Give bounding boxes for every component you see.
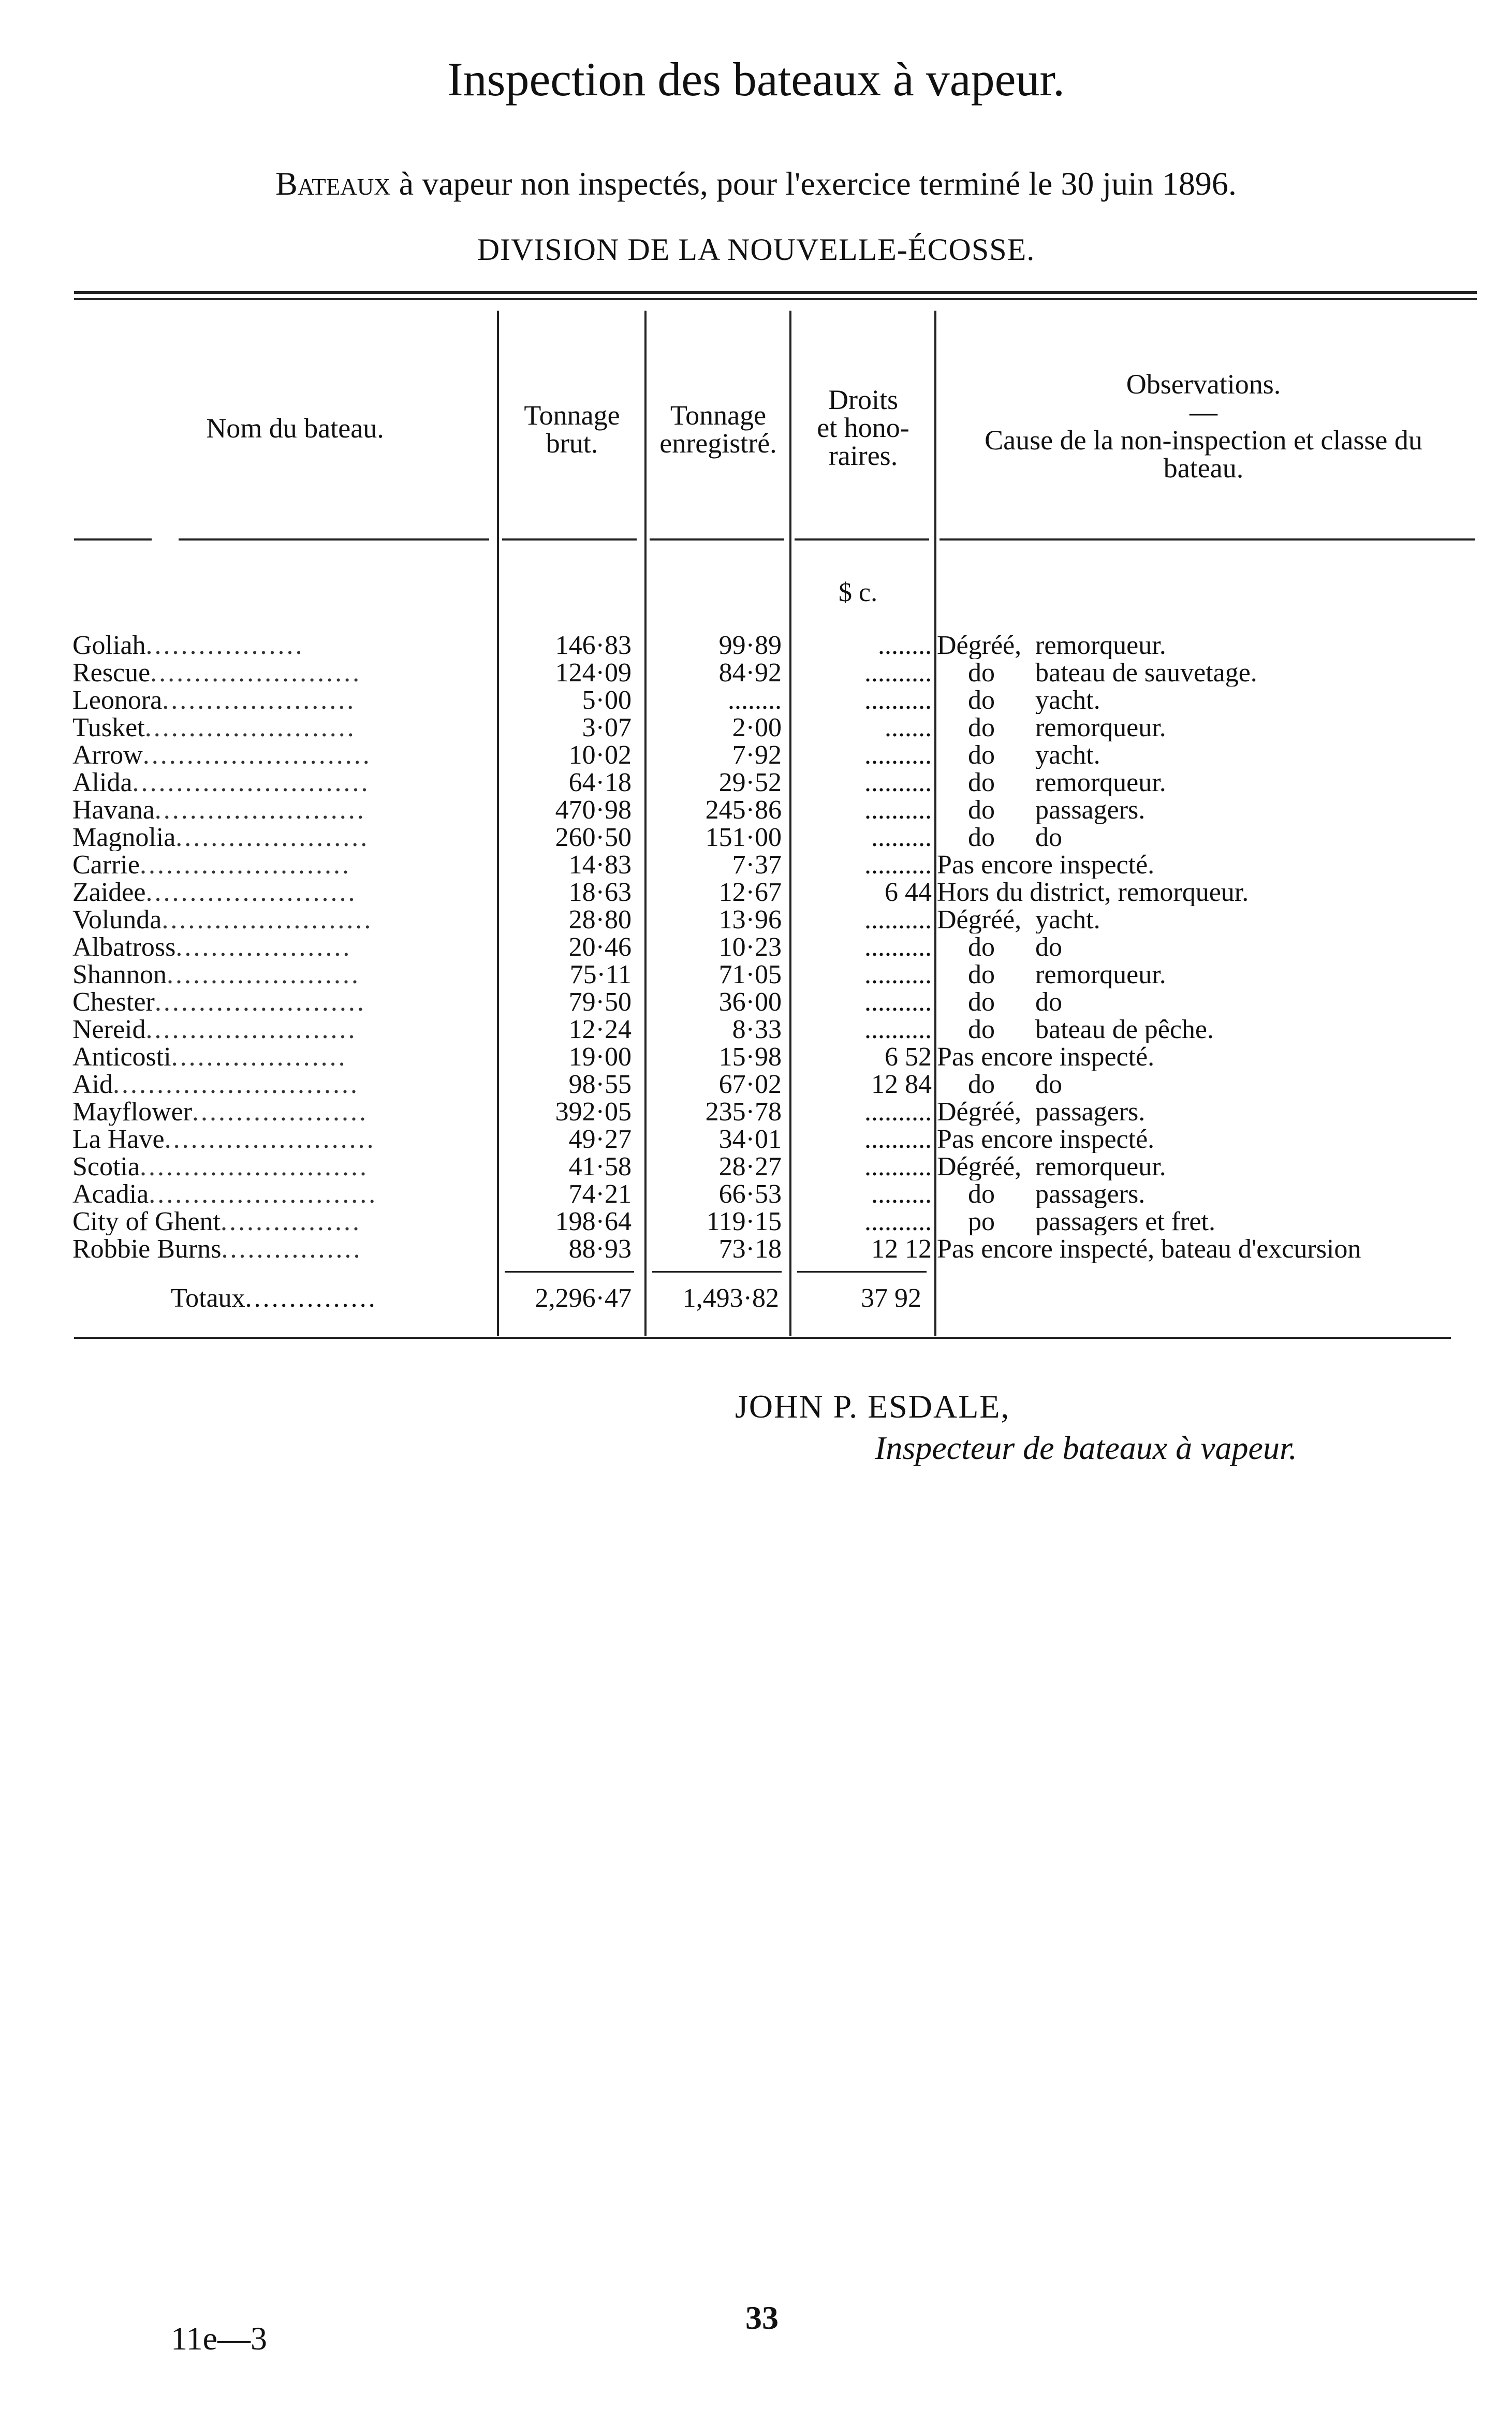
- report-subtitle: [0, 165, 1512, 203]
- vessel-name: Volunda: [72, 906, 162, 933]
- droits-honoraires: ..........: [864, 988, 932, 1016]
- observation-status: do: [968, 769, 995, 796]
- tonnage-enregistre: 151·00: [705, 824, 782, 851]
- tonnage-enregistre: 29·52: [718, 769, 782, 796]
- header-enr-line2: enregistré.: [659, 428, 777, 459]
- tonnage-enregistre: 119·15: [706, 1208, 782, 1235]
- vessel-name-cell: [72, 1071, 497, 1098]
- leader-dots: ....................: [175, 933, 352, 961]
- tonnage-brut: 79·50: [568, 988, 632, 1016]
- leader-dots: ........................: [154, 988, 366, 1016]
- leader-dots: ..........................: [149, 1180, 378, 1208]
- totals-enregistre: 1,493·82: [682, 1283, 779, 1313]
- observation-text: Pas encore inspecté.: [937, 1043, 1155, 1071]
- droits-honoraires: ..........: [864, 1153, 932, 1180]
- observation: [937, 1016, 1465, 1043]
- vessel-name-cell: [72, 824, 497, 851]
- table-row: [0, 1071, 1512, 1098]
- tonnage-enregistre: 12·67: [718, 879, 782, 906]
- leader-dots: ............................: [113, 1071, 359, 1098]
- observation-status: do: [968, 1071, 995, 1098]
- subtitle-rest: à vapeur non inspectés, pour l'exercice terminé le 30 juin 1896.: [390, 165, 1237, 202]
- tonnage-enregistre: 28·27: [718, 1153, 782, 1180]
- header-obs-line4: bateau.: [1163, 453, 1244, 484]
- signatory-name: JOHN P. ESDALE,: [735, 1388, 1010, 1425]
- leader-dots: ........................: [145, 879, 357, 906]
- observation: [937, 1153, 1465, 1180]
- observation: [937, 988, 1465, 1016]
- leader-dots: ....................: [171, 1043, 347, 1071]
- tonnage-enregistre: 8·33: [732, 1016, 782, 1043]
- observation-class: do: [1035, 988, 1062, 1016]
- observation: [937, 1071, 1465, 1098]
- droits-honoraires: ..........: [864, 741, 932, 769]
- observation-class: remorqueur.: [1035, 1153, 1166, 1180]
- vessel-name: Alida: [72, 769, 133, 796]
- observation: [937, 906, 1465, 933]
- totals-label: [171, 1283, 492, 1313]
- tonnage-brut: 49·27: [568, 1126, 632, 1153]
- tonnage-enregistre: 36·00: [718, 988, 782, 1016]
- leader-dots: ..........................: [142, 741, 372, 769]
- tonnage-enregistre: ........: [728, 687, 782, 714]
- top-rule-thin: [74, 298, 1477, 300]
- droits-honoraires: ..........: [864, 687, 932, 714]
- droits-honoraires: ..........: [864, 1208, 932, 1235]
- header-rule-obs: [940, 538, 1475, 541]
- observation-status: Dégréé,: [937, 1153, 1022, 1180]
- table-row: [0, 906, 1512, 933]
- subtitle-lead: Bateaux: [275, 165, 391, 202]
- tonnage-enregistre: 84·92: [718, 659, 782, 687]
- droits-honoraires: ..........: [864, 961, 932, 988]
- vessel-name: Zaidee: [72, 879, 146, 906]
- table-row: [0, 933, 1512, 961]
- droits-honoraires: 12 84: [871, 1071, 932, 1098]
- tonnage-brut: 64·18: [568, 769, 632, 796]
- observation: [937, 824, 1465, 851]
- observation-class: yacht.: [1035, 741, 1100, 769]
- droits-honoraires: ..........: [864, 1098, 932, 1126]
- header-name-text: Nom du bateau.: [206, 413, 384, 444]
- observation: [937, 879, 1465, 906]
- observation-status: do: [968, 824, 995, 851]
- vessel-name-cell: [72, 714, 497, 741]
- observation-status: do: [968, 1180, 995, 1208]
- observation-text: Pas encore inspecté.: [937, 1126, 1155, 1153]
- table-row: [0, 632, 1512, 659]
- table-row: [0, 1016, 1512, 1043]
- table-row: [0, 851, 1512, 879]
- page-title: Inspection des bateaux à vapeur.: [447, 53, 1065, 106]
- vessel-name-cell: [72, 1098, 497, 1126]
- tonnage-enregistre: 7·37: [732, 851, 782, 879]
- leader-dots: ......................: [175, 824, 370, 851]
- observation-class: do: [1035, 1071, 1062, 1098]
- header-rule-droits: [795, 538, 929, 541]
- vessel-name: Chester: [72, 988, 155, 1016]
- observation-status: do: [968, 687, 995, 714]
- observation-class: do: [1035, 933, 1062, 961]
- observation-class: remorqueur.: [1035, 961, 1166, 988]
- tonnage-brut: 20·46: [568, 933, 632, 961]
- tonnage-brut: 74·21: [568, 1180, 632, 1208]
- droits-honoraires: ..........: [864, 933, 932, 961]
- leader-dots: ........................: [154, 796, 366, 824]
- vessel-name: Scotia: [72, 1153, 140, 1180]
- table-row: [0, 1098, 1512, 1126]
- vessel-name-cell: [72, 879, 497, 906]
- tonnage-enregistre: 245·86: [705, 796, 782, 824]
- observation-class: yacht.: [1035, 906, 1100, 933]
- header-rule-name-b: [179, 538, 489, 541]
- observation-status: do: [968, 714, 995, 741]
- vessel-name: Anticosti: [72, 1043, 171, 1071]
- tonnage-brut: 41·58: [568, 1153, 632, 1180]
- leader-dots: ........................: [150, 659, 362, 687]
- droits-honoraires: .......: [885, 714, 932, 741]
- tonnage-enregistre: 71·05: [718, 961, 782, 988]
- totals-leader-dots: ...............: [245, 1283, 377, 1313]
- observation-status: do: [968, 659, 995, 687]
- vessel-name-cell: [72, 851, 497, 879]
- observation-status: Dégréé,: [937, 632, 1022, 659]
- vessel-name: Carrie: [72, 851, 140, 879]
- header-brut-line1: Tonnage: [524, 400, 620, 431]
- table-row: [0, 879, 1512, 906]
- vessel-name-cell: [72, 961, 497, 988]
- header-droits-line3: raires.: [828, 440, 898, 471]
- tonnage-brut: 10·02: [568, 741, 632, 769]
- leader-dots: ........................: [164, 1126, 376, 1153]
- observation: [937, 933, 1465, 961]
- tonnage-brut: 18·63: [568, 879, 632, 906]
- vessel-name-cell: [72, 933, 497, 961]
- table-row: [0, 1180, 1512, 1208]
- vessel-name: Rescue: [72, 659, 151, 687]
- division-heading: DIVISION DE LA NOUVELLE-ÉCOSSE.: [477, 232, 1035, 267]
- vessel-name: Robbie Burns: [72, 1235, 222, 1263]
- vessel-name-cell: [72, 796, 497, 824]
- vessel-name-cell: [72, 632, 497, 659]
- tonnage-brut: 98·55: [568, 1071, 632, 1098]
- droits-honoraires: 6 52: [885, 1043, 932, 1071]
- tonnage-enregistre: 10·23: [718, 933, 782, 961]
- droits-honoraires: .........: [871, 1180, 932, 1208]
- observation-class: yacht.: [1035, 687, 1100, 714]
- vessel-name-cell: [72, 687, 497, 714]
- droits-honoraires: ..........: [864, 796, 932, 824]
- bottom-rule: [74, 1337, 1451, 1339]
- leader-dots: ........................: [145, 1016, 357, 1043]
- vessel-name-cell: [72, 1235, 497, 1263]
- tonnage-enregistre: 99·89: [718, 632, 782, 659]
- observation: [937, 1098, 1465, 1126]
- table-row: [0, 741, 1512, 769]
- observation-class: passagers.: [1035, 1180, 1146, 1208]
- droits-honoraires: ..........: [864, 1126, 932, 1153]
- header-observations: [937, 370, 1470, 482]
- vessel-name-cell: [72, 659, 497, 687]
- tonnage-brut: 19·00: [568, 1043, 632, 1071]
- page-number: 33: [745, 2299, 779, 2336]
- sheet-mark: 11e—3: [171, 2320, 268, 2357]
- totals-rule-droits: [797, 1271, 927, 1273]
- table-row: [0, 769, 1512, 796]
- vessel-name: Tusket: [72, 714, 145, 741]
- leader-dots: ..........................: [139, 1153, 369, 1180]
- vessel-name: Magnolia: [72, 824, 176, 851]
- observation-text: Pas encore inspecté.: [937, 851, 1155, 879]
- tonnage-enregistre: 7·92: [732, 741, 782, 769]
- observation-class: remorqueur.: [1035, 632, 1166, 659]
- table-row: [0, 1208, 1512, 1235]
- vessel-name-cell: [72, 1153, 497, 1180]
- totals-brut: 2,296·47: [535, 1283, 632, 1313]
- header-name: [145, 414, 445, 442]
- observation-status: do: [968, 961, 995, 988]
- droits-honoraires: ..........: [864, 769, 932, 796]
- leader-dots: ........................: [162, 906, 373, 933]
- tonnage-brut: 28·80: [568, 906, 632, 933]
- tonnage-brut: 75·11: [569, 961, 632, 988]
- tonnage-brut: 88·93: [568, 1235, 632, 1263]
- tonnage-brut: 14·83: [568, 851, 632, 879]
- observation-status: do: [968, 933, 995, 961]
- observation: [937, 632, 1465, 659]
- observation-class: passagers.: [1035, 796, 1146, 824]
- table-row: [0, 714, 1512, 741]
- vessel-name-cell: [72, 1043, 497, 1071]
- observation-status: do: [968, 741, 995, 769]
- leader-dots: ................: [221, 1235, 362, 1263]
- currency-units: $ c.: [839, 578, 878, 607]
- tonnage-enregistre: 15·98: [718, 1043, 782, 1071]
- vessel-name: La Have: [72, 1126, 165, 1153]
- observation-status: po: [968, 1208, 995, 1235]
- leader-dots: ......................: [167, 961, 360, 988]
- leader-dots: ................: [220, 1208, 361, 1235]
- vessel-name-cell: [72, 769, 497, 796]
- droits-honoraires: 12 12: [871, 1235, 932, 1263]
- tonnage-enregistre: 73·18: [718, 1235, 782, 1263]
- table-row: [0, 687, 1512, 714]
- observation: [937, 1043, 1465, 1071]
- observation-class: passagers et fret.: [1035, 1208, 1215, 1235]
- vessel-name: Shannon: [72, 961, 167, 988]
- observation-class: passagers.: [1035, 1098, 1146, 1126]
- tonnage-enregistre: 2·00: [732, 714, 782, 741]
- droits-honoraires: ........: [878, 632, 932, 659]
- observation-class: bateau de pêche.: [1035, 1016, 1214, 1043]
- table-row: [0, 796, 1512, 824]
- vessel-name: Nereid: [72, 1016, 146, 1043]
- observation-status: do: [968, 796, 995, 824]
- observation: [937, 1126, 1465, 1153]
- leader-dots: ..................: [145, 632, 304, 659]
- tonnage-enregistre: 34·01: [718, 1126, 782, 1153]
- droits-honoraires: ..........: [864, 1016, 932, 1043]
- observation: [937, 741, 1465, 769]
- table-row: [0, 659, 1512, 687]
- observation: [937, 1180, 1465, 1208]
- header-droits: [792, 386, 934, 470]
- observation: [937, 1208, 1465, 1235]
- observation-class: remorqueur.: [1035, 714, 1166, 741]
- table-row: [0, 1153, 1512, 1180]
- vessel-name: Mayflower: [72, 1098, 193, 1126]
- droits-honoraires: ..........: [864, 906, 932, 933]
- table-row: [0, 1235, 1512, 1263]
- tonnage-brut: 5·00: [582, 687, 632, 714]
- tonnage-enregistre: 235·78: [705, 1098, 782, 1126]
- vessel-name-cell: [72, 1208, 497, 1235]
- tonnage-brut: 198·64: [555, 1208, 632, 1235]
- vessel-name: Goliah: [72, 632, 146, 659]
- observation: [937, 1235, 1465, 1263]
- totals-rule-enr: [652, 1271, 782, 1273]
- observation-status: do: [968, 988, 995, 1016]
- table-row: [0, 824, 1512, 851]
- header-droits-line1: Droits: [828, 384, 898, 415]
- header-enregistre: [647, 401, 789, 457]
- totals-droits: 37 92: [861, 1283, 921, 1313]
- totals-rule-brut: [505, 1271, 634, 1273]
- header-obs-line2: —: [1190, 397, 1217, 428]
- vessel-name: Arrow: [72, 741, 143, 769]
- tonnage-brut: 3·07: [582, 714, 632, 741]
- vessel-name-cell: [72, 741, 497, 769]
- observation-status: Dégréé,: [937, 906, 1022, 933]
- header-brut: [502, 401, 642, 457]
- observation-class: bateau de sauvetage.: [1035, 659, 1257, 687]
- signatory-role: Inspecteur de bateaux à vapeur.: [875, 1429, 1297, 1466]
- header-obs-line1: Observations.: [1126, 369, 1281, 400]
- droits-honoraires: 6 44: [885, 879, 932, 906]
- vessel-name-cell: [72, 1180, 497, 1208]
- droits-honoraires: ..........: [864, 659, 932, 687]
- vessel-name-cell: [72, 1016, 497, 1043]
- header-rule-brut: [502, 538, 637, 541]
- vessel-name: Leonora: [72, 687, 163, 714]
- header-rule-enr: [650, 538, 784, 541]
- table-row: [0, 988, 1512, 1016]
- table-row: [0, 961, 1512, 988]
- observation-text: Hors du district, remorqueur.: [937, 879, 1249, 906]
- vessel-name-cell: [72, 988, 497, 1016]
- leader-dots: ...........................: [132, 769, 370, 796]
- header-rule-name-a: [74, 538, 152, 541]
- vessel-name-cell: [72, 906, 497, 933]
- header-droits-line2: et hono-: [817, 412, 909, 443]
- top-rule-thick: [74, 291, 1477, 294]
- tonnage-enregistre: 67·02: [718, 1071, 782, 1098]
- vessel-name: Aid: [72, 1071, 113, 1098]
- observation-text: Pas encore inspecté, bateau d'excursion: [937, 1235, 1361, 1263]
- vessel-name-cell: [72, 1126, 497, 1153]
- vessel-name: City of Ghent: [72, 1208, 221, 1235]
- droits-honoraires: ..........: [864, 851, 932, 879]
- tonnage-brut: 124·09: [555, 659, 632, 687]
- observation: [937, 961, 1465, 988]
- observation: [937, 687, 1465, 714]
- observation: [937, 796, 1465, 824]
- observation-class: remorqueur.: [1035, 769, 1166, 796]
- tonnage-enregistre: 13·96: [718, 906, 782, 933]
- leader-dots: ......................: [162, 687, 356, 714]
- observation: [937, 769, 1465, 796]
- tonnage-brut: 260·50: [555, 824, 632, 851]
- tonnage-brut: 146·83: [555, 632, 632, 659]
- table-row: [0, 1126, 1512, 1153]
- observation-class: do: [1035, 824, 1062, 851]
- tonnage-brut: 470·98: [555, 796, 632, 824]
- observation: [937, 659, 1465, 687]
- tonnage-enregistre: 66·53: [718, 1180, 782, 1208]
- observation-status: Dégréé,: [937, 1098, 1022, 1126]
- vessel-name: Havana: [72, 796, 155, 824]
- tonnage-brut: 392·05: [555, 1098, 632, 1126]
- vessel-name: Acadia: [72, 1180, 149, 1208]
- observation: [937, 714, 1465, 741]
- observation-status: do: [968, 1016, 995, 1043]
- vessel-name: Albatross: [72, 933, 176, 961]
- tonnage-brut: 12·24: [568, 1016, 632, 1043]
- header-enr-line1: Tonnage: [670, 400, 767, 431]
- leader-dots: ....................: [192, 1098, 369, 1126]
- header-obs-line3: Cause de la non-inspection et classe du: [985, 425, 1422, 456]
- leader-dots: ........................: [139, 851, 351, 879]
- table-row: [0, 1043, 1512, 1071]
- leader-dots: ........................: [144, 714, 356, 741]
- observation: [937, 851, 1465, 879]
- droits-honoraires: .........: [871, 824, 932, 851]
- header-brut-line2: brut.: [546, 428, 598, 459]
- totals-label-text: Totaux: [171, 1283, 245, 1313]
